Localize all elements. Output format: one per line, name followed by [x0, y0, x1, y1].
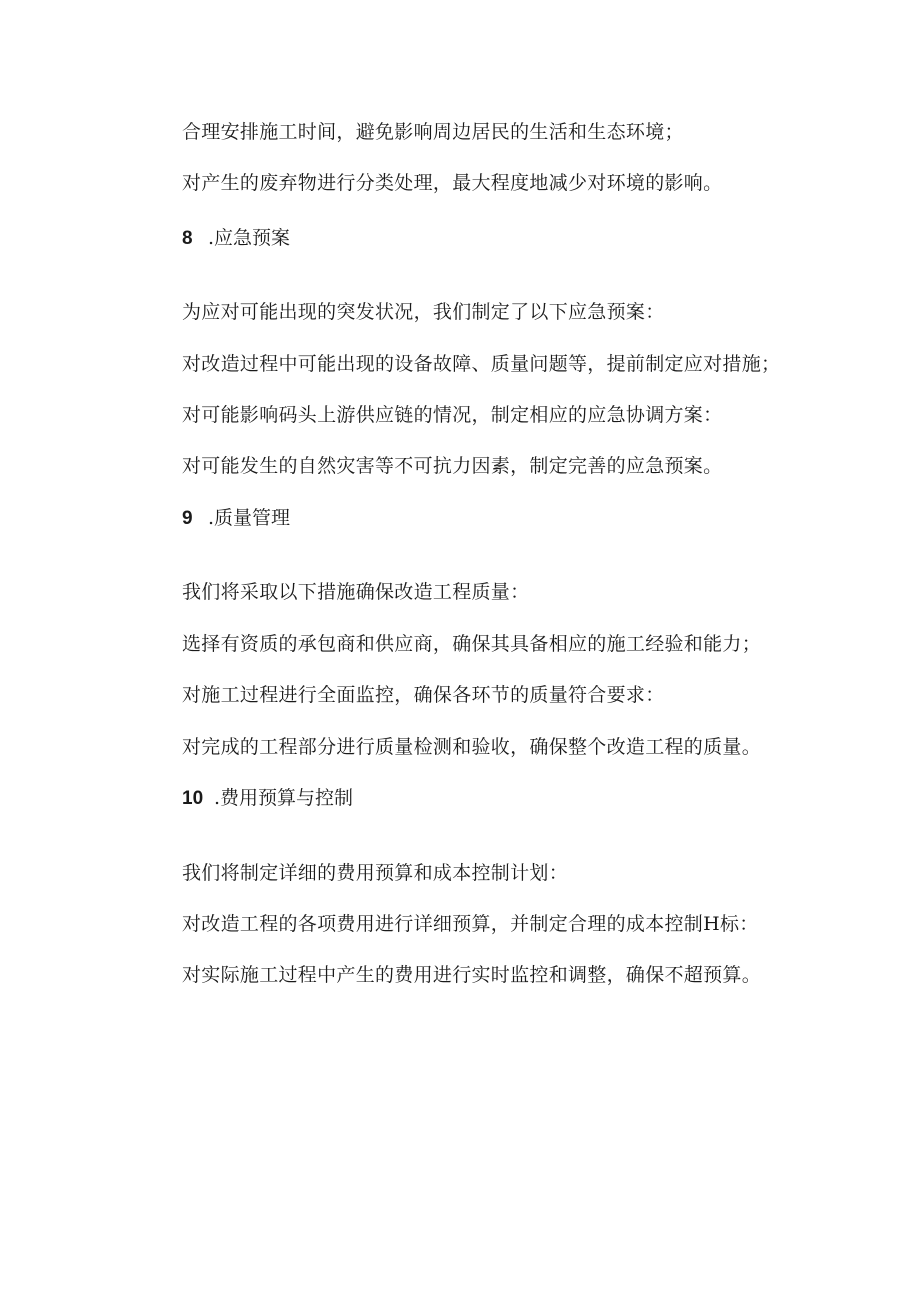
- section-number: 8: [182, 228, 193, 249]
- section-8-line-3: 对可能影响码头上游供应链的情况，制定相应的应急协调方案：: [182, 404, 723, 426]
- section-heading-10: [182, 786, 353, 811]
- section-9-line-3: 对施工过程进行全面监控，确保各环节的质量符合要求：: [182, 684, 665, 706]
- section-9-line-4: 对完成的工程部分进行质量检测和验收，确保整个改造工程的质量。: [182, 736, 762, 758]
- intro-line-2: 对产生的废弃物进行分类处理，最大程度地减少对环境的影响。: [182, 172, 723, 194]
- section-heading-9: [182, 506, 290, 531]
- section-10-line-3: 对实际施工过程中产生的费用进行实时监控和调整，确保不超预算。: [182, 964, 762, 986]
- section-10-line-2: 对改造工程的各项费用进行详细预算，并制定合理的成本控制H标：: [182, 913, 759, 935]
- section-8-line-1: 为应对可能出现的突发状况，我们制定了以下应急预案：: [182, 301, 665, 323]
- section-title: .质量管理: [208, 507, 291, 529]
- section-title: .应急预案: [208, 227, 291, 249]
- section-heading-8: [182, 226, 290, 251]
- section-number: 10: [182, 788, 204, 809]
- intro-line-1: 合理安排施工时间，避免影响周边居民的生活和生态环境；: [182, 121, 684, 143]
- section-10-line-1: 我们将制定详细的费用预算和成本控制计划：: [182, 862, 569, 884]
- section-8-line-4: 对可能发生的自然灾害等不可抗力因素，制定完善的应急预案。: [182, 455, 723, 477]
- section-number: 9: [182, 508, 193, 529]
- section-title: .费用预算与控制: [214, 787, 354, 809]
- section-8-line-2: 对改造过程中可能出现的设备故障、质量问题等，提前制定应对措施；: [182, 353, 781, 375]
- section-9-line-1: 我们将采取以下措施确保改造工程质量：: [182, 581, 530, 603]
- section-9-line-2: 选择有资质的承包商和供应商，确保其具备相应的施工经验和能力；: [182, 633, 762, 655]
